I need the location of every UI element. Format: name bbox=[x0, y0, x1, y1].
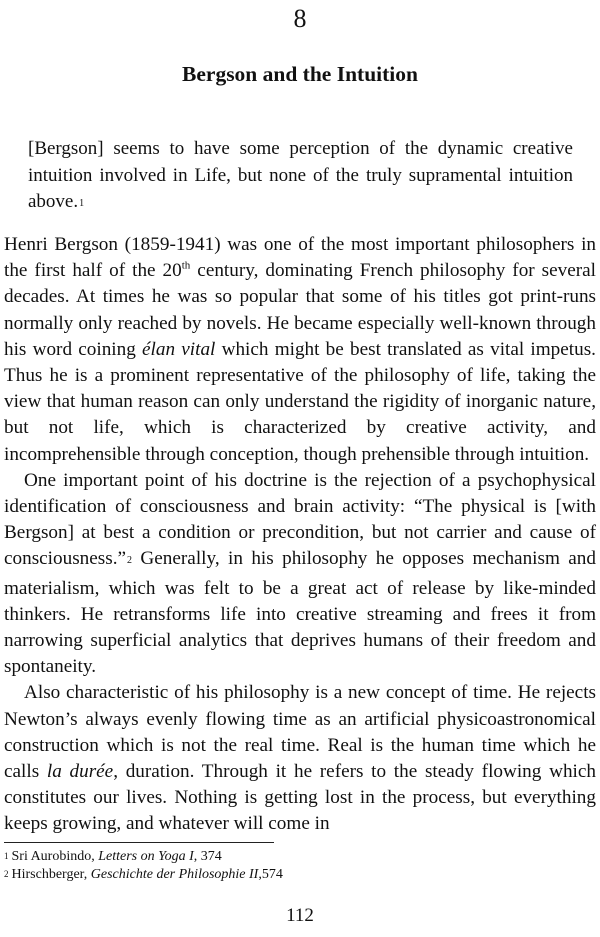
footnote-1-author: Sri Aurobindo, bbox=[11, 849, 99, 864]
footnote-ref-1: 1 bbox=[79, 198, 85, 209]
footnote-1-work: Letters on Yoga I bbox=[98, 849, 194, 864]
paragraph-1-part-2: century, dominating French philosophy for several decades. At times he was so popular that some of his titles got print-runs normally only reached by novels. He became especially well-known through his word coining bbox=[4, 260, 597, 360]
footnote-1-mark: 1 bbox=[4, 851, 9, 861]
footnotes bbox=[4, 848, 564, 884]
chapter-title: Bergson and the Intuition bbox=[182, 62, 418, 86]
paragraph-3-part-2: , duration. Through it he refers to the steady flowing which constitutes our lives. Nothing is getting lost in the process, but everything keeps growing, and whatever will come in bbox=[4, 761, 596, 835]
epigraph-text: [Bergson] seems to have some perception of the dynamic creative intuition involved in Life, but none of the truly supramental intuition above. bbox=[28, 138, 573, 212]
footnote-2-work: Geschichte der Philosophie II bbox=[90, 867, 259, 882]
footnote-divider bbox=[4, 842, 274, 843]
paragraph-2-part-1: One important point of his doctrine is the rejection of a psychophysical identification of consciousness and brain activity: “The physical is [with Bergson] at best a condition or precondition, but not carrier and cause of consciousness.” bbox=[4, 469, 596, 570]
epigraph-quote bbox=[28, 136, 573, 219]
paragraph-1 bbox=[4, 232, 596, 468]
footnote-2-author: Hirschberger, bbox=[11, 867, 91, 882]
paragraph-3 bbox=[4, 680, 596, 837]
paragraph-1-part-3: which might be best translated as vital impetus. Thus he is a prominent representative of the philosophy of life, taking the view that human reason can only understand the rigidity of inorganic nature, but not life, which is characterized by creative activity, and incomprehensible through conception, though prehensible through intuition. bbox=[4, 338, 596, 465]
ordinal-superscript: th bbox=[181, 259, 191, 272]
term-elan-vital: élan vital bbox=[142, 338, 216, 360]
footnote-1 bbox=[4, 848, 564, 866]
paragraph-2 bbox=[4, 468, 596, 681]
footnote-2-mark: 2 bbox=[4, 869, 9, 879]
page-number: 112 bbox=[286, 905, 314, 926]
body-text bbox=[4, 232, 596, 838]
paragraph-1-part-1: Henri Bergson (1859-1941) was one of the most important philosophers in the first half of the 20 bbox=[4, 234, 596, 282]
paragraph-2-part-2: Generally, in his philosophy he opposes mechanism and materialism, which was felt to be a great act of release by like-minded thinkers. He retransforms life into creative streaming and frees it from narrowing superficial analytics that deprives humans of their freedom and spontaneity. bbox=[4, 548, 596, 678]
footnote-ref-2: 2 bbox=[127, 555, 133, 567]
term-la-duree: la durée bbox=[46, 761, 114, 783]
footnote-2-rest: ,574 bbox=[258, 867, 283, 882]
footnote-1-rest: , 374 bbox=[193, 849, 222, 864]
chapter-number: 8 bbox=[293, 4, 307, 33]
paragraph-3-part-1: Also characteristic of his philosophy is a new concept of time. He rejects Newton’s always evenly flowing time as an artificial physicoastronomical construction which is not the real time. Real is the human time which he calls bbox=[4, 682, 596, 783]
footnote-2 bbox=[4, 866, 564, 884]
